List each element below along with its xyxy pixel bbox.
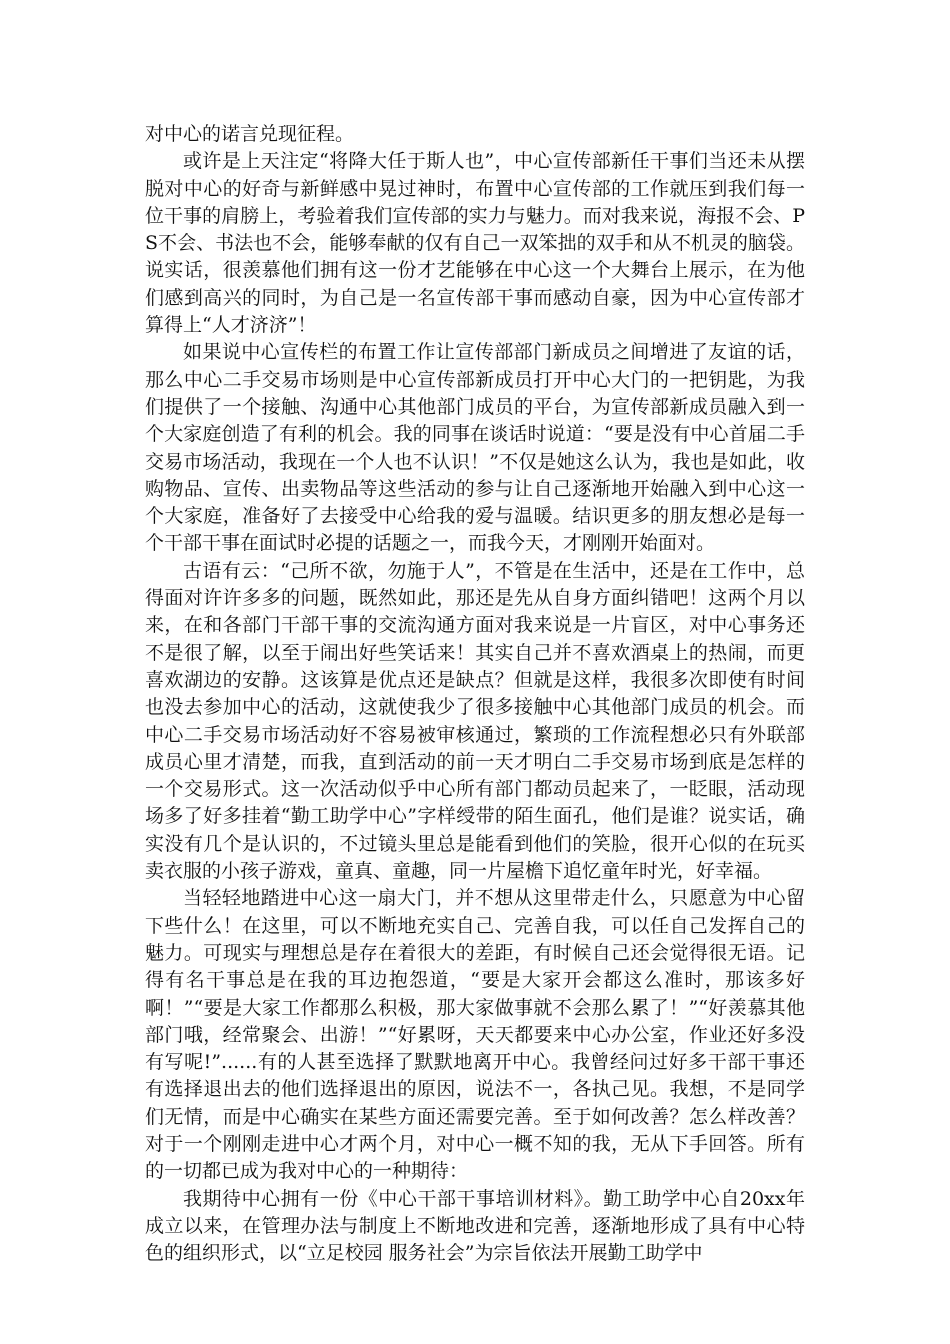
paragraph-continuation: 对中心的诺言兑现征程。 (145, 123, 355, 145)
paragraph-training-materials: 我期待中心拥有一份《中心干部干事培训材料》。勤工助学中心自20xx年成立以来，在管理办法与制度上不断地改进和完善，逐渐地形成了具有中心特色的组织形式，以“立足校园 服务社会”为宗旨依法开展勤工助学中 (145, 1187, 805, 1265)
paragraph-second-hand-market: 如果说中心宣传栏的布置工作让宣传部部门新成员之间增进了友谊的话，那么中心二手交易市场则是中心宣传部新成员打开中心大门的一把钥匙，为我们提供了一个接触、沟通中心其他部门成员的平台，为宣传部新成员融入到一个大家庭创造了有利的机会。我的同事在谈话时说道：“要是没有中心首届二手交易市场活动，我现在一个人也不认识！”不仅是她这么认为，我也是如此，收购物品、宣传、出卖物品等这些活动的参与让自己逐渐地开始融入到中心这一个大家庭，准备好了去接受中心给我的爱与温暖。结识更多的朋友想必是每一个干部干事在面试时必提的话题之一，而我今天，才刚刚开始面对。 (145, 341, 805, 555)
paragraph-publicity-work: 或许是上天注定“将降大任于斯人也”，中心宣传部新任干事们当还未从摆脱对中心的好奇与新鲜感中晃过神时，布置中心宣传部的工作就压到我们每一位干事的肩膀上，考验着我们宣传部的实力与魅力。而对我来说，海报不会、PS不会、书法也不会，能够奉献的仅有自己一双笨拙的双手和从不机灵的脑袋。说实话，很羡慕他们拥有这一份才艺能够在中心这一个大舞台上展示，在为他们感到高兴的同时，为自己是一名宣传部干事而感动自豪，因为中心宣传部才算得上“人才济济”！ (145, 150, 805, 337)
document-body (145, 121, 805, 1267)
paragraph-expectations: 当轻轻地踏进中心这一扇大门，并不想从这里带走什么，只愿意为中心留下些什么！在这里，可以不断地充实自己、完善自我，可以任自己发挥自己的魅力。可现实与理想总是存在着很大的差距，有时候自己还会觉得很无语。记得有名干事总是在我的耳边抱怨道，“要是大家开会都这么准时，那该多好啊！”“要是大家工作都那么积极，那大家做事就不会那么累了！”“好羡慕其他部门哦，经常聚会、出游！”“好累呀，天天都要来中心办公室，作业还好多没有写呢!”......有的人甚至选择了默默地离开中心。我曾经问过好多干部干事还有选择退出去的他们选择退出的原因，说法不一，各执己见。我想，不是同学们无情，而是中心确实在某些方面还需要完善。至于如何改善？怎么样改善？对于一个刚刚走进中心才两个月，对中心一概不知的我，无从下手回答。所有的一切都已成为我对中心的一种期待： (145, 887, 805, 1183)
paragraph-self-reflection: 古语有云：“己所不欲，勿施于人”，不管是在生活中，还是在工作中，总得面对许许多多的问题，既然如此，那还是先从自身方面纠错吧！这两个月以来，在和各部门干部干事的交流沟通方面对我来说是一片盲区，对中心事务还不是很了解，以至于闹出好些笑话来！其实自己并不喜欢酒桌上的热闹，而更喜欢湖边的安静。这该算是优点还是缺点？但就是这样，我很多次即使有时间也没去参加中心的活动，这就使我少了很多接触中心其他部门成员的机会。而中心二手交易市场活动好不容易被审核通过，繁琐的工作流程想必只有外联部成员心里才清楚，而我，直到活动的前一天才明白二手交易市场到底是怎样的一个交易形式。这一次活动似乎中心所有部门都动员起来了，一眨眼，活动现场多了好多挂着“勤工助学中心”字样绶带的陌生面孔，他们是谁？说实话，确实没有几个是认识的，不过镜头里总是能看到他们的笑脸，很开心似的在玩买卖衣服的小孩子游戏，童真、童趣，同一片屋檐下追忆童年时光，好幸福。 (145, 559, 805, 883)
